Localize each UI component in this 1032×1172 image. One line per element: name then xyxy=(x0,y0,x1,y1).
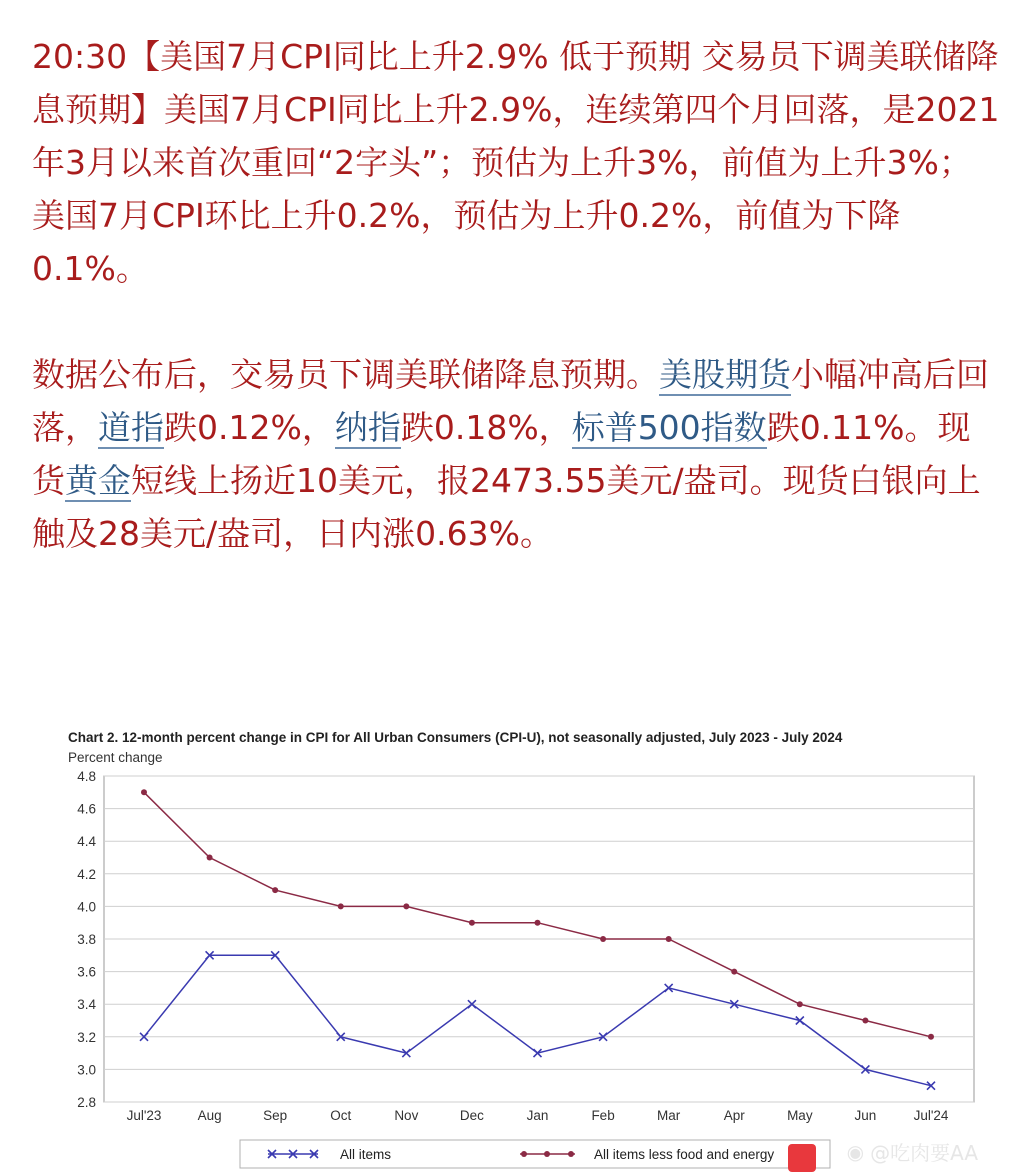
link-dow-jones[interactable]: 道指 xyxy=(98,408,164,447)
x-tick-label: Jun xyxy=(854,1108,877,1123)
text-segment: 跌0.11%。现货 xyxy=(32,408,971,500)
x-tick-label: Nov xyxy=(394,1108,419,1123)
data-point xyxy=(141,789,147,795)
data-point xyxy=(403,903,409,909)
x-tick-label: Oct xyxy=(330,1108,352,1123)
y-tick-label: 4.0 xyxy=(77,899,96,915)
data-point xyxy=(666,936,672,942)
watermark-text: @吃肉要AA xyxy=(870,1141,978,1165)
data-point xyxy=(862,1018,868,1024)
y-tick-label: 4.8 xyxy=(77,769,96,784)
x-tick-label: Aug xyxy=(197,1108,222,1123)
y-tick-label: 4.2 xyxy=(77,866,96,882)
data-point xyxy=(272,887,278,893)
watermark-logo-icon xyxy=(788,1144,816,1172)
news-paragraph-2 xyxy=(32,348,1000,560)
y-tick-label: 3.0 xyxy=(77,1062,96,1078)
watermark xyxy=(847,1137,978,1166)
link-us-stock-futures[interactable]: 美股期货 xyxy=(659,355,791,394)
x-tick-label: Feb xyxy=(591,1108,615,1123)
x-tick-label: May xyxy=(787,1108,813,1123)
legend-marker xyxy=(521,1151,527,1157)
link-sp500[interactable]: 标普500指数 xyxy=(571,408,767,447)
x-tick-label: Sep xyxy=(263,1108,288,1123)
y-tick-label: 3.8 xyxy=(77,932,96,947)
chart-y-axis-label: Percent change xyxy=(68,750,163,765)
link-gold[interactable]: 黄金 xyxy=(65,461,131,500)
y-tick-label: 4.4 xyxy=(77,834,96,850)
x-tick-label: Dec xyxy=(459,1108,484,1123)
text-segment: 小幅冲高后回落， xyxy=(32,355,989,447)
news-article xyxy=(32,30,1000,560)
data-point xyxy=(338,903,344,909)
x-tick-label: Jan xyxy=(526,1108,549,1123)
data-point xyxy=(797,1001,803,1007)
legend-label: All items less food and energy xyxy=(594,1147,775,1162)
news-paragraph-1: 20:30【美国7月CPI同比上升2.9% 低于预期 交易员下调美联储降息预期】美国7月CPI同比上升2.9%，连续第四个月回落，是2021年3月以来首次重回“2字头”；预估为上升3%，前值为上升3%；美国7月CPI环比上升0.2%，预估为上升0.2%，前值为下降0.1%。 xyxy=(32,37,1000,288)
x-tick-label: Jul'24 xyxy=(913,1108,949,1123)
y-tick-label: 2.8 xyxy=(77,1095,96,1110)
legend-label: All items xyxy=(340,1147,392,1162)
x-tick-label: Mar xyxy=(657,1108,681,1123)
data-point xyxy=(731,969,737,975)
legend-marker xyxy=(568,1151,574,1157)
chart-title: Chart 2. 12-month percent change in CPI for All Urban Consumers (CPI-U), not seasonally adjusted, July 2023 - July 2024 xyxy=(68,730,843,745)
data-point xyxy=(469,920,475,926)
cpi-chart xyxy=(50,722,990,1172)
chart-plot xyxy=(50,722,990,1172)
text-segment: 跌0.12%， xyxy=(164,408,335,447)
y-tick-label: 3.2 xyxy=(77,1029,96,1045)
data-point xyxy=(600,936,606,942)
data-point xyxy=(928,1034,934,1040)
x-tick-label: Jul'23 xyxy=(126,1108,162,1123)
legend-marker xyxy=(544,1151,550,1157)
y-tick-label: 4.6 xyxy=(77,801,96,817)
y-tick-label: 3.4 xyxy=(77,997,96,1013)
x-tick-label: Apr xyxy=(723,1108,745,1123)
text-segment: 跌0.18%， xyxy=(400,408,572,447)
weibo-icon: ◉ xyxy=(846,1139,865,1164)
text-segment: 短线上扬近10美元，报2473.55美元/盎司。现货白银向上触及28美元/盎司，日内涨0.63%。 xyxy=(32,461,981,553)
data-point xyxy=(207,855,213,861)
link-nasdaq[interactable]: 纳指 xyxy=(334,408,401,447)
data-point xyxy=(535,920,541,926)
y-tick-label: 3.6 xyxy=(77,964,96,980)
text-segment: 数据公布后，交易员下调美联储降息预期。 xyxy=(32,355,659,394)
